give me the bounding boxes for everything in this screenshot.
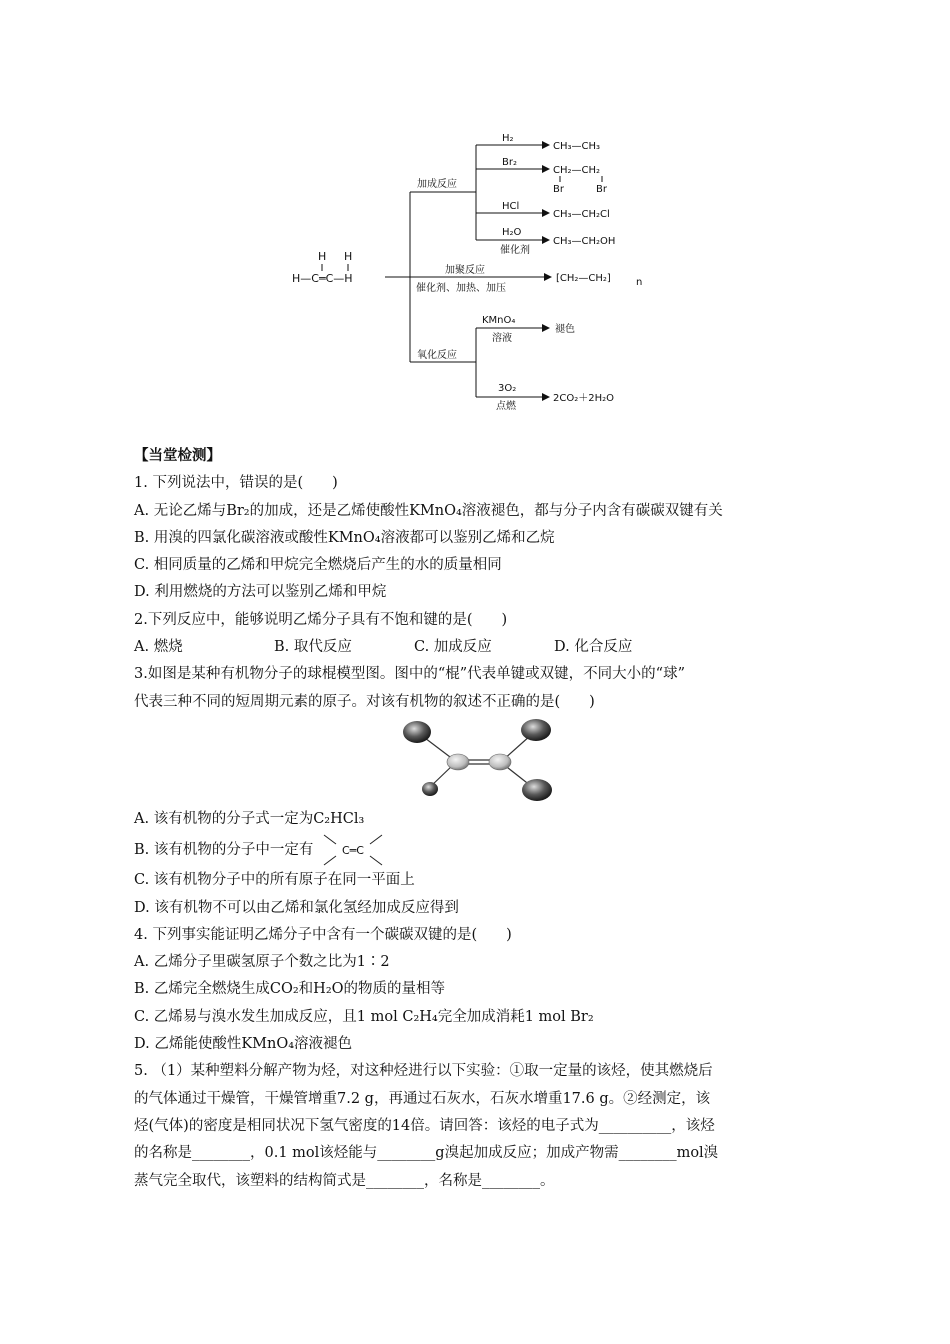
label-oxidation-reaction: 氧化反应 xyxy=(417,350,457,361)
ethylene-h-top-1: H xyxy=(318,250,327,263)
label-polymerization: 加聚反应 xyxy=(445,265,485,276)
exercise-section xyxy=(134,443,824,1195)
q3-option-a: A. 该有机物的分子式一定为C₂HCl₃ xyxy=(134,810,365,827)
catalyst-label: 催化剂 xyxy=(500,245,530,256)
q4-option-d: D. 乙烯能使酸性KMnO₄溶液褪色 xyxy=(134,1036,353,1053)
reagent-kmno4: KMnO₄ xyxy=(482,315,516,326)
q2-option-b: B. 取代反应 xyxy=(274,639,352,656)
product-decolorize: 褪色 xyxy=(555,324,575,335)
q2-option-d: D. 化合反应 xyxy=(554,639,633,656)
q3-option-b xyxy=(134,833,824,867)
product-br-2: Br xyxy=(596,184,607,195)
product-polyethylene: [CH₂—CH₂] xyxy=(556,273,611,284)
reaction-tree-svg xyxy=(280,125,680,425)
q2-stem: 2.下列反应中，能够说明乙烯分子具有不饱和键的是( ) xyxy=(134,611,508,628)
ball-stick-model xyxy=(134,716,824,806)
product-br-1: Br xyxy=(553,184,564,195)
q2-option-c: C. 加成反应 xyxy=(414,639,492,656)
carbon-atom-ball-2 xyxy=(489,754,511,770)
q5-line-4: 的名称是________，0.1 mol该烃能与________g溴起加成反应；加成产物需________mol溴 xyxy=(134,1145,719,1162)
large-atom-ball-1 xyxy=(403,721,431,743)
q5-line-1: 5. （1）某种塑料分解产物为烃，对这种烃进行以下实验：①取一定量的该烃，使其燃烧后 xyxy=(134,1063,713,1080)
q4-option-a: A. 乙烯分子里碳氢原子个数之比为1∶2 xyxy=(134,954,390,971)
product-ethane: CH₃—CH₃ xyxy=(553,141,601,152)
section-title: 【当堂检测】 xyxy=(134,448,221,464)
q1-option-d: D. 利用燃烧的方法可以鉴别乙烯和甲烷 xyxy=(134,584,387,601)
ethylene-h-top-2: H xyxy=(344,250,353,263)
reagent-h2: H₂ xyxy=(502,133,514,144)
reagent-br2: Br₂ xyxy=(502,157,517,168)
carbon-double-bond-structure xyxy=(320,833,386,867)
polymerization-conditions: 催化剂、加热、加压 xyxy=(416,283,506,294)
q1-stem: 1. 下列说法中，错误的是( ) xyxy=(134,475,338,492)
large-atom-ball-3 xyxy=(522,779,552,801)
large-atom-ball-2 xyxy=(521,719,551,741)
ethylene-reaction-diagram xyxy=(280,125,680,425)
q3-stem-line-2: 代表三种不同的短周期元素的原子。对该有机物的叙述不正确的是( ) xyxy=(134,693,595,710)
ignite-label: 点燃 xyxy=(496,401,516,412)
ball-stick-model-svg xyxy=(399,716,559,804)
q3-stem-line-1: 3.如图是某种有机物分子的球棍模型图。图中的“棍”代表单键或双键，不同大小的“球” xyxy=(134,666,685,683)
q1-option-b: B. 用溴的四氯化碳溶液或酸性KMnO₄溶液都可以鉴别乙烯和乙烷 xyxy=(134,529,555,546)
q4-option-b: B. 乙烯完全燃烧生成CO₂和H₂O的物质的量相等 xyxy=(134,981,446,998)
reagent-hcl: HCl xyxy=(502,201,520,212)
product-combustion: 2CO₂＋2H₂O xyxy=(553,393,614,404)
q2-option-a: A. 燃烧 xyxy=(134,639,183,656)
q5-line-3: 烃(气体)的密度是相同状况下氢气密度的14倍。请回答：该烃的电子式为__________，该烃 xyxy=(134,1117,715,1134)
q5-line-5: 蒸气完全取代，该塑料的结构简式是________，名称是________。 xyxy=(134,1172,555,1189)
q4-option-c: C. 乙烯易与溴水发生加成反应，且1 mol C₂H₄完全加成消耗1 mol Br₂ xyxy=(134,1008,594,1025)
q3-option-c: C. 该有机物分子中的所有原子在同一平面上 xyxy=(134,872,415,889)
carbon-atom-ball-1 xyxy=(447,754,469,770)
reagent-oxygen: 3O₂ xyxy=(498,383,517,394)
product-chloroethane: CH₃—CH₂Cl xyxy=(553,209,610,220)
q3-option-b-text: B. 该有机物的分子中一定有 xyxy=(134,842,314,859)
small-atom-ball xyxy=(422,782,438,796)
q4-stem: 4. 下列事实能证明乙烯分子中含有一个碳碳双键的是( ) xyxy=(134,926,512,943)
q3-option-d: D. 该有机物不可以由乙烯和氯化氢经加成反应得到 xyxy=(134,899,459,916)
cc-structure-label: C═C xyxy=(341,844,364,858)
reagent-kmno4-solution: 溶液 xyxy=(492,333,512,344)
ethylene-formula: H—C═C—H xyxy=(292,272,353,285)
polymer-subscript-n: n xyxy=(636,277,643,288)
reagent-h2o: H₂O xyxy=(502,227,522,238)
label-addition-reaction: 加成反应 xyxy=(417,179,457,190)
q2-options xyxy=(134,634,824,661)
product-ethanol: CH₃—CH₂OH xyxy=(553,236,616,247)
product-dibromoethane: CH₂—CH₂ xyxy=(553,165,601,176)
q5-line-2: 的气体通过干燥管，干燥管增重7.2 g，再通过石灰水，石灰水增重17.6 g。②经测定，该 xyxy=(134,1090,711,1107)
q1-option-c: C. 相同质量的乙烯和甲烷完全燃烧后产生的水的质量相同 xyxy=(134,557,502,574)
q1-option-a: A. 无论乙烯与Br₂的加成，还是乙烯使酸性KMnO₄溶液褪色，都与分子内含有碳碳双键有关 xyxy=(134,502,723,519)
